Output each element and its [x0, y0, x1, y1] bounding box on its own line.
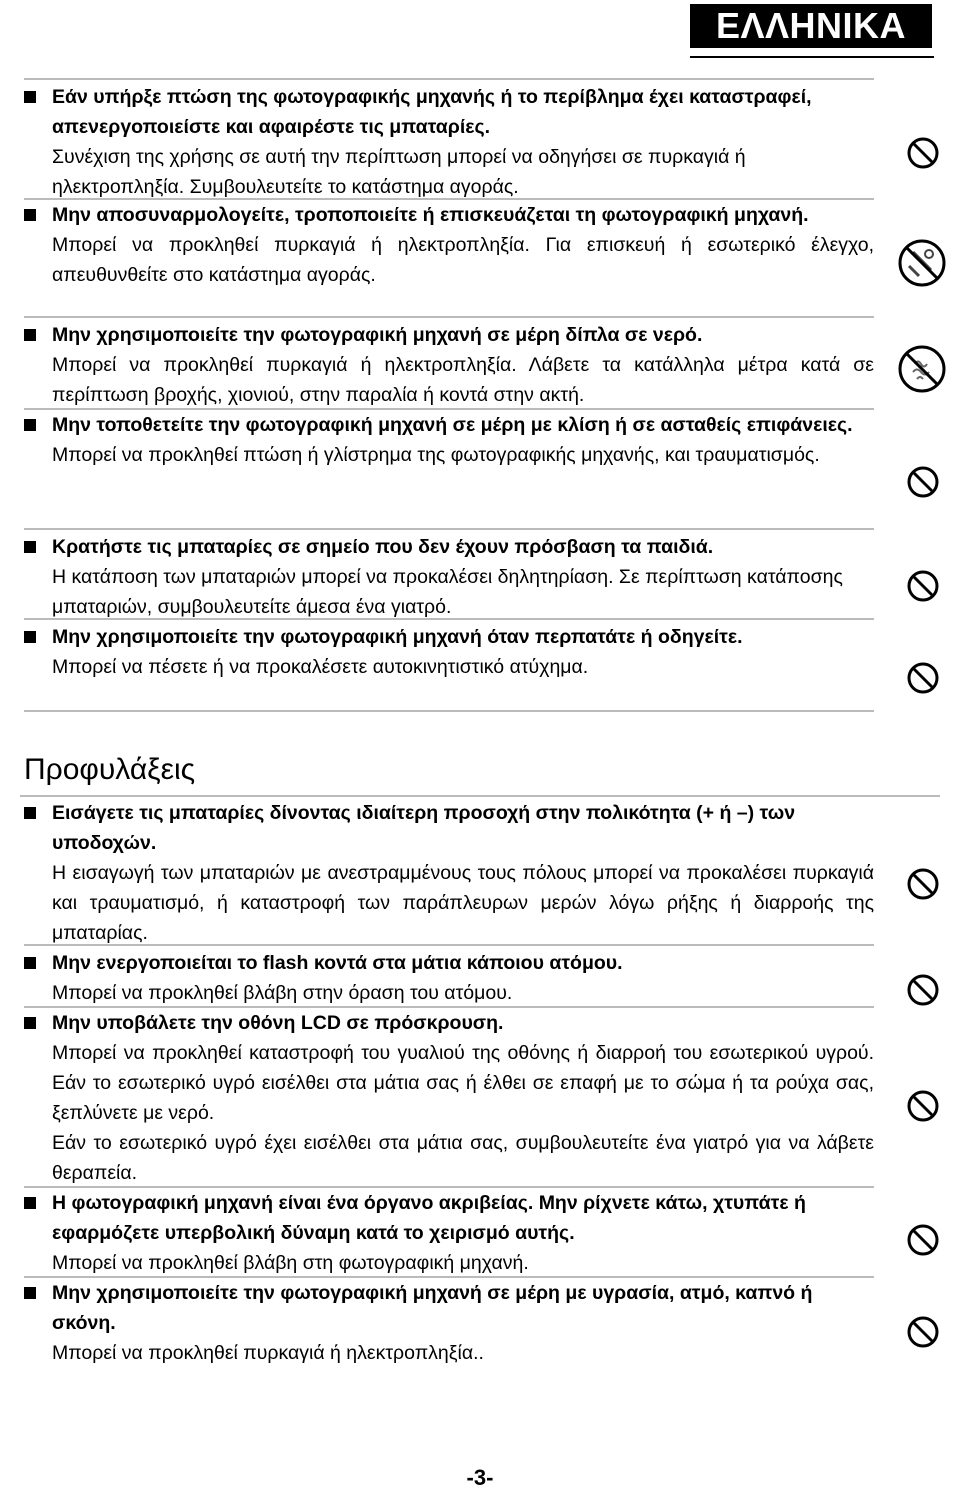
precaution-heading: Εισάγετε τις μπαταρίες δίνοντας ιδιαίτερη προσοχή στην πολικότητα (+ ή –) των υποδοχών. — [52, 802, 796, 854]
bullet-icon — [24, 419, 36, 431]
bullet-icon — [24, 1017, 36, 1029]
precaution-text: Η εισαγωγή των μπαταριών με ανεστραμμένους τους πόλους μπορεί να προκαλέσει πυρκαγιά και τραυματισμό, ή καταστροφή των παράπλευρων μερών λόγω ρήξης ή διαρροής της μπαταρίας. — [52, 862, 874, 944]
warning-item-1 — [24, 82, 874, 200]
warning-item-4 — [24, 410, 874, 530]
warning-heading: Μην τοποθετείτε την φωτογραφική μηχανή σε μέρη με κλίση ή σε ασταθείς επιφάνειες. — [52, 414, 853, 436]
bullet-icon — [24, 957, 36, 969]
warning-heading: Μην χρησιμοποιείτε την φωτογραφική μηχανή όταν περπατάτε ή οδηγείτε. — [52, 626, 743, 648]
prohibition-icon — [905, 972, 941, 1008]
warning-text: Συνέχιση της χρήσης σε αυτή την περίπτωση μπορεί να οδηγήσει σε πυρκαγιά ή ηλεκτροπληξία. Συμβουλευτείτε το κατάστημα αγοράς. — [52, 146, 746, 198]
no-water-icon — [895, 342, 949, 396]
prohibition-icon — [905, 660, 941, 696]
warning-item-3 — [24, 320, 874, 410]
warning-heading: Κρατήστε τις μπαταρίες σε σημείο που δεν έχουν πρόσβαση τα παιδιά. — [52, 536, 714, 558]
precaution-text: Μπορεί να προκληθεί καταστροφή του γυαλιού της οθόνης ή διαρροή του εσωτερικού υγρού. Εάν το εσωτερικό υγρό εισέλθει στα μάτια σας ή έλθει σε επαφή με το σώμα ή τα ρούχα σας, ξεπλύνετε με νερό. — [52, 1042, 874, 1124]
bullet-icon — [24, 541, 36, 553]
warning-text: Μπορεί να προκληθεί πτώση ή γλίστρημα της φωτογραφικής μηχανής, και τραυματισμός. — [52, 444, 820, 466]
prohibition-icon — [905, 1222, 941, 1258]
bullet-icon — [24, 631, 36, 643]
language-tab: ΕΛΛΗΝΙΚΑ — [690, 4, 932, 48]
precaution-item-4 — [24, 1188, 874, 1278]
precaution-item-1 — [24, 798, 874, 946]
bullet-icon — [24, 1287, 36, 1299]
precaution-heading: Η φωτογραφική μηχανή είναι ένα όργανο ακριβείας. Μην ρίχνετε κάτω, χτυπάτε ή εφαρμόζετε υπερβολική δύναμη κατά το χειρισμό αυτής. — [52, 1192, 806, 1244]
section-rule — [20, 795, 940, 797]
warning-item-6 — [24, 622, 874, 712]
section-title: Προφυλάξεις — [24, 753, 196, 786]
precaution-item-3 — [24, 1008, 874, 1188]
warning-heading: Εάν υπήρξε πτώση της φωτογραφικής μηχανής ή το περίβλημα έχει καταστραφεί, απενεργοποιείστε και αφαιρέστε τις μπαταρίες. — [52, 86, 812, 138]
precaution-item-2 — [24, 948, 874, 1008]
precaution-text: Μπορεί να προκληθεί βλάβη στην όραση του ατόμου. — [52, 982, 513, 1004]
precaution-heading: Μην υποβάλετε την οθόνη LCD σε πρόσκρουση. — [52, 1012, 504, 1034]
precaution-heading: Μην ενεργοποιείται το flash κοντά στα μάτια κάποιου ατόμου. — [52, 952, 623, 974]
prohibition-icon — [905, 866, 941, 902]
prohibition-icon — [905, 135, 941, 171]
warning-text: Μπορεί να προκληθεί πυρκαγιά ή ηλεκτροπληξία. Λάβετε τα κατάλληλα μέτρα κατά σε περίπτωση βροχής, χιονιού, στην παραλία ή κοντά στην ακτή. — [52, 354, 874, 406]
warning-heading: Μην χρησιμοποιείτε την φωτογραφική μηχανή σε μέρη δίπλα σε νερό. — [52, 324, 703, 346]
bullet-icon — [24, 329, 36, 341]
header-rule — [690, 56, 934, 58]
warning-item-2 — [24, 200, 874, 318]
warning-heading: Μην αποσυναρμολογείτε, τροποποιείτε ή επισκευάζεται τη φωτογραφική μηχανή. — [52, 204, 809, 226]
bullet-icon — [24, 209, 36, 221]
top-rule — [24, 78, 874, 80]
warning-item-5 — [24, 532, 874, 620]
bullet-icon — [24, 807, 36, 819]
bullet-icon — [24, 1197, 36, 1209]
page-number: -3- — [466, 1465, 494, 1490]
prohibition-icon — [905, 1314, 941, 1350]
precaution-heading: Μην χρησιμοποιείτε την φωτογραφική μηχανή σε μέρη με υγρασία, ατμό, καπνό ή σκόνη. — [52, 1282, 813, 1334]
bullet-icon — [24, 91, 36, 103]
precaution-item-5 — [24, 1278, 874, 1368]
precaution-text-2: Εάν το εσωτερικό υγρό έχει εισέλθει στα μάτια σας, συμβουλευτείτε ένα γιατρό για να λάβετε θεραπεία. — [52, 1132, 874, 1184]
precaution-text: Μπορεί να προκληθεί βλάβη στη φωτογραφική μηχανή. — [52, 1252, 529, 1274]
prohibition-icon — [905, 1088, 941, 1124]
precaution-text: Μπορεί να προκληθεί πυρκαγιά ή ηλεκτροπληξία.. — [52, 1342, 484, 1364]
warning-text: Μπορεί να προκληθεί πυρκαγιά ή ηλεκτροπληξία. Για επισκευή ή εσωτερικό έλεγχο, απευθυνθείτε στο κατάστημα αγοράς. — [52, 234, 874, 286]
prohibition-icon — [905, 464, 941, 500]
no-disassembly-icon — [895, 236, 949, 290]
warning-text: Μπορεί να πέσετε ή να προκαλέσετε αυτοκινητιστικό ατύχημα. — [52, 656, 589, 678]
warning-text: Η κατάποση των μπαταριών μπορεί να προκαλέσει δηλητηρίαση. Σε περίπτωση κατάποσης μπαταριών, συμβουλευτείτε άμεσα ένα γιατρό. — [52, 566, 843, 618]
prohibition-icon — [905, 568, 941, 604]
